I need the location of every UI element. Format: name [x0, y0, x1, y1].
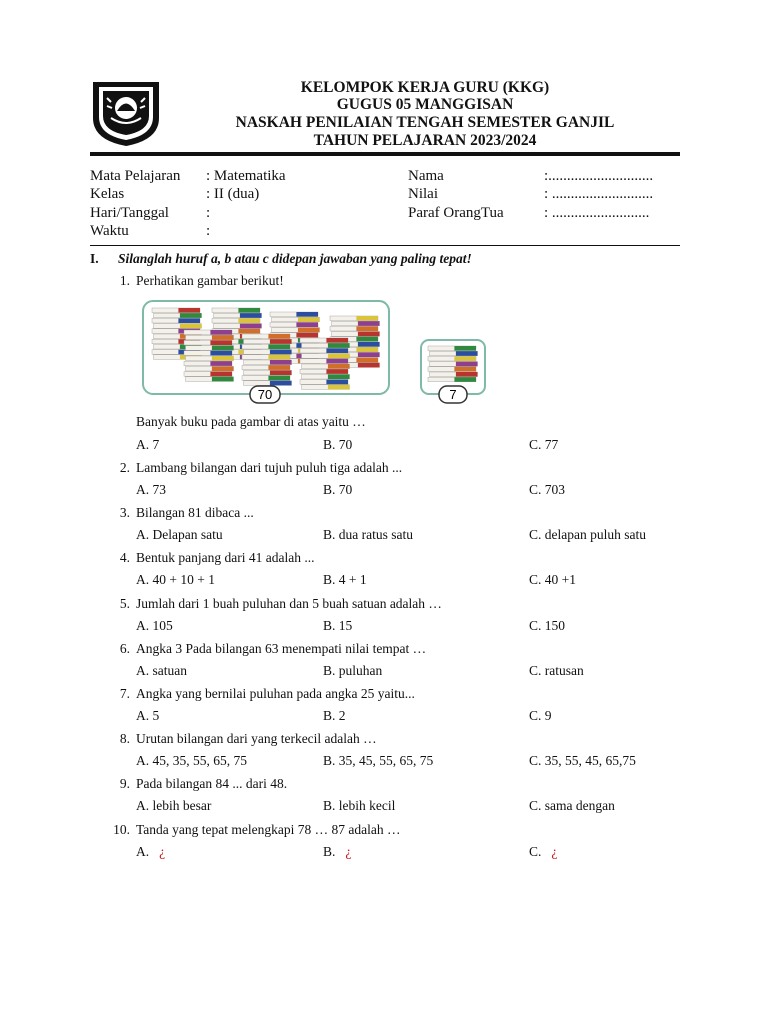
- option-b[interactable]: [323, 527, 413, 543]
- book-cover: [328, 354, 350, 359]
- book-cover: [358, 342, 380, 347]
- option-label: C. 150: [529, 618, 566, 633]
- option-label: A. 45, 35, 55, 65, 75: [136, 753, 247, 768]
- question-number: 5.: [119, 596, 130, 611]
- book-cover: [210, 361, 232, 366]
- question-text: Bentuk panjang dari 41 adalah ...: [136, 550, 315, 565]
- option-a[interactable]: [136, 663, 187, 679]
- book-cover: [210, 351, 232, 356]
- option-label: B. lebih kecil: [323, 798, 396, 813]
- question-number: 9.: [119, 776, 130, 791]
- book-cover: [326, 359, 348, 364]
- option-label: B. dua ratus satu: [323, 527, 413, 542]
- option-a[interactable]: [136, 482, 166, 498]
- question-number: 4.: [119, 550, 130, 565]
- book-cover: [268, 355, 290, 360]
- info-label-parent-signature: Paraf OrangTua: [408, 205, 504, 221]
- book-cover: [180, 324, 202, 329]
- book-cover: [296, 333, 318, 338]
- option-label: B. 35, 45, 55, 65, 75: [323, 753, 434, 768]
- book-cover: [238, 318, 260, 323]
- figure-label-left: 70: [257, 387, 273, 402]
- book-cover: [212, 366, 234, 371]
- question-text: Tanda yang tepat melengkapi 78 … 87 adalah …: [136, 822, 401, 837]
- book-cover: [328, 385, 350, 390]
- book-cover: [456, 362, 478, 367]
- option-label: C.: [529, 844, 542, 859]
- book-cover: [210, 330, 232, 335]
- book-cover: [326, 380, 348, 385]
- section-instruction: Silanglah huruf a, b atau c didepan jawaban yang paling tepat!: [118, 251, 472, 266]
- book-cover: [268, 344, 290, 349]
- option-label: B.: [323, 844, 336, 859]
- book-cover: [238, 308, 260, 313]
- info-label-subject: Mata Pelajaran: [90, 168, 181, 184]
- option-label: B. puluhan: [323, 663, 383, 678]
- book-cover: [212, 346, 234, 351]
- book-cover: [270, 350, 292, 355]
- book-cover: [210, 372, 232, 377]
- option-b[interactable]: [323, 798, 395, 814]
- question-number: 2.: [119, 460, 130, 475]
- option-label: A. 105: [136, 618, 173, 633]
- question-text: Urutan bilangan dari yang terkecil adalah …: [136, 731, 377, 746]
- option-label: A. 5: [136, 708, 160, 723]
- option-b[interactable]: [323, 753, 433, 769]
- book-cover: [180, 313, 202, 318]
- book-cover: [454, 346, 476, 351]
- question-text: Angka 3 Pada bilangan 63 menempati nilai tempat …: [136, 641, 427, 656]
- question-number: 6.: [119, 641, 130, 656]
- option-c[interactable]: C. 77: [529, 437, 559, 452]
- option-label: C. 40 +1: [529, 572, 576, 587]
- info-value-name: :............................: [544, 168, 654, 184]
- option-a[interactable]: [136, 527, 223, 543]
- info-value-class: : II (dua): [206, 186, 260, 202]
- option-b[interactable]: [323, 844, 351, 860]
- option-b[interactable]: [323, 708, 346, 724]
- book-cover: [328, 364, 350, 369]
- option-c[interactable]: [529, 527, 646, 543]
- book-cover: [238, 329, 260, 334]
- question-text: Lambang bilangan dari tujuh puluh tiga adalah ...: [136, 460, 403, 475]
- info-divider: [90, 245, 680, 246]
- question-number: 8.: [119, 731, 130, 746]
- option-label: C. 9: [529, 708, 552, 723]
- question-number: 7.: [119, 686, 130, 701]
- info-value-time: :: [206, 223, 211, 239]
- option-b[interactable]: [323, 572, 367, 588]
- book-cover: [358, 332, 380, 337]
- option-label: A.: [136, 844, 150, 859]
- option-a[interactable]: [136, 618, 173, 634]
- book-cover: [356, 316, 378, 321]
- header-line-3: NASKAH PENILAIAN TENGAH SEMESTER GANJIL: [235, 114, 615, 131]
- book-cover: [240, 313, 262, 318]
- question-number: 1.: [119, 273, 130, 288]
- header-divider: [90, 152, 680, 156]
- option-a[interactable]: [136, 844, 165, 860]
- option-c[interactable]: [529, 844, 557, 860]
- option-b[interactable]: B. 70: [323, 437, 353, 452]
- question-number: 3.: [119, 505, 130, 520]
- option-a[interactable]: [136, 572, 215, 588]
- header-line-4: TAHUN PELAJARAN 2023/2024: [313, 132, 537, 149]
- option-c[interactable]: [529, 663, 584, 679]
- book-cover: [454, 367, 476, 372]
- option-label: A. Delapan satu: [136, 527, 223, 542]
- info-value-score: : ...........................: [544, 186, 654, 202]
- option-c[interactable]: [529, 708, 552, 724]
- broken-glyph: ¿: [159, 844, 166, 859]
- option-a[interactable]: [136, 708, 159, 724]
- option-label: A. lebih besar: [136, 798, 212, 813]
- option-a[interactable]: A. 7: [136, 437, 160, 452]
- book-cover: [456, 351, 478, 356]
- book-cover: [178, 308, 200, 313]
- option-label: B. 70: [323, 482, 353, 497]
- option-c[interactable]: [529, 798, 615, 814]
- option-label: C. 35, 55, 45, 65,75: [529, 753, 636, 768]
- option-c[interactable]: [529, 482, 565, 498]
- option-label: A. 40 + 10 + 1: [136, 572, 215, 587]
- book-cover: [356, 326, 378, 331]
- option-label: A. 73: [136, 482, 166, 497]
- broken-glyph: ¿: [551, 844, 558, 859]
- book-cover: [270, 339, 292, 344]
- info-label-date: Hari/Tanggal: [90, 205, 169, 221]
- question-text: Perhatikan gambar berikut!: [136, 273, 284, 288]
- book-cover: [270, 370, 292, 375]
- school-seal-logo: [89, 78, 163, 148]
- info-label-class: Kelas: [90, 186, 125, 202]
- book-cover: [328, 343, 350, 348]
- book-cover: [270, 381, 292, 386]
- question-text: Angka yang bernilai puluhan pada angka 25 yaitu...: [136, 686, 415, 701]
- option-c[interactable]: [529, 572, 576, 588]
- book-cover: [268, 365, 290, 370]
- option-b[interactable]: [323, 663, 382, 679]
- info-value-subject: : Matematika: [206, 168, 286, 184]
- book-cover: [326, 338, 348, 343]
- question-number: 10.: [113, 822, 130, 837]
- book-cover: [326, 348, 348, 353]
- book-cover: [456, 372, 478, 377]
- book-cover: [212, 377, 234, 382]
- book-cover: [270, 360, 292, 365]
- book-cover: [296, 322, 318, 327]
- book-cover: [356, 337, 378, 342]
- question-text: Jumlah dari 1 buah puluhan dan 5 buah satuan adalah …: [136, 596, 442, 611]
- book-stacks-figure: [140, 298, 490, 406]
- header-line-1: KELOMPOK KERJA GURU (KKG): [300, 79, 550, 96]
- book-cover: [358, 352, 380, 357]
- option-label: C. 703: [529, 482, 566, 497]
- book-cover: [454, 356, 476, 361]
- question-text: Bilangan 81 dibaca ...: [136, 505, 254, 520]
- option-label: B. 2: [323, 708, 346, 723]
- info-label-time: Waktu: [90, 223, 129, 239]
- option-label: C. sama dengan: [529, 798, 615, 813]
- option-label: C. ratusan: [529, 663, 584, 678]
- info-label-score: Nilai: [408, 186, 438, 202]
- option-label: B. 15: [323, 618, 353, 633]
- option-a[interactable]: [136, 753, 247, 769]
- book-cover: [240, 324, 262, 329]
- book-cover: [454, 377, 476, 382]
- option-label: C. delapan puluh satu: [529, 527, 646, 542]
- figure-label-right: 7: [449, 387, 457, 402]
- option-label: A. satuan: [136, 663, 187, 678]
- book-cover: [358, 321, 380, 326]
- book-cover: [326, 369, 348, 374]
- header-line-2: GUGUS 05 MANGGISAN: [336, 96, 514, 113]
- book-cover: [210, 340, 232, 345]
- book-cover: [212, 356, 234, 361]
- option-c[interactable]: [529, 753, 636, 769]
- book-cover: [328, 374, 350, 379]
- book-cover: [356, 358, 378, 363]
- broken-glyph: ¿: [345, 844, 352, 859]
- book-cover: [178, 318, 200, 323]
- option-c[interactable]: [529, 618, 565, 634]
- info-value-date: :: [206, 205, 211, 221]
- book-cover: [268, 334, 290, 339]
- book-cover: [298, 317, 320, 322]
- option-a[interactable]: [136, 798, 211, 814]
- question-subtext: Banyak buku pada gambar di atas yaitu …: [136, 414, 366, 429]
- question-text: Pada bilangan 84 ... dari 48.: [136, 776, 288, 791]
- option-b[interactable]: [323, 482, 352, 498]
- info-label-name: Nama: [408, 168, 444, 184]
- option-b[interactable]: [323, 618, 352, 634]
- book-cover: [268, 376, 290, 381]
- section-number: I.: [90, 251, 99, 266]
- book-cover: [298, 328, 320, 333]
- option-label: B. 4 + 1: [323, 572, 367, 587]
- book-cover: [212, 335, 234, 340]
- book-cover: [296, 312, 318, 317]
- book-cover: [356, 347, 378, 352]
- info-value-parent-signature: : ..........................: [544, 205, 650, 221]
- book-cover: [358, 363, 380, 368]
